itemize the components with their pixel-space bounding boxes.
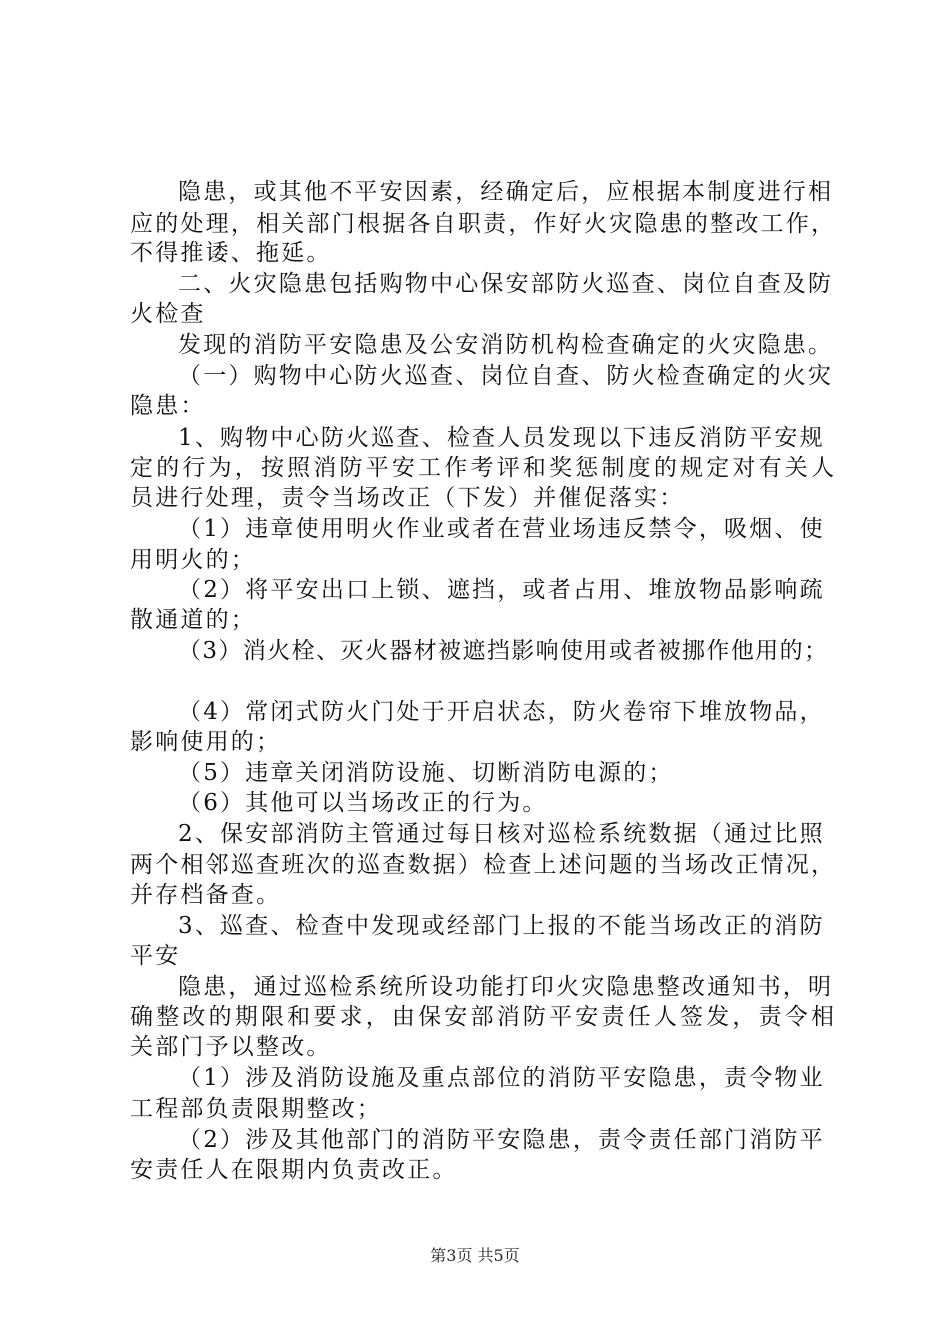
- paragraph-line: 散通道的；: [130, 607, 256, 633]
- paragraph-line: 火检查: [130, 301, 206, 327]
- paragraph-line: 安责任人在限期内负责改正。: [130, 1157, 458, 1183]
- paragraph-line: 隐患，通过巡检系统所设功能打印火灾隐患整改通知书，明: [178, 974, 834, 1000]
- paragraph-line: （2）涉及其他部门的消防平安隐患，责令责任部门消防平: [178, 1127, 825, 1153]
- paragraph-line: 发现的消防平安隐患及公安消防机构检查确定的火灾隐患。: [178, 332, 834, 358]
- paragraph-line: （1）涉及消防设施及重点部位的消防平安隐患，责令物业: [178, 1065, 825, 1091]
- paragraph-line: 隐患：: [130, 393, 206, 419]
- paragraph-line: 用明火的；: [130, 547, 256, 573]
- paragraph-line: （4）常闭式防火门处于开启状态，防火卷帘下堆放物品，: [178, 699, 825, 725]
- paragraph-line: 工程部负责限期整改；: [130, 1096, 382, 1122]
- page-number-footer: 第3页 共5页: [430, 1246, 520, 1265]
- paragraph-line: 1、购物中心防火巡查、检查人员发现以下违反消防平安规: [178, 425, 825, 451]
- paragraph-line: （2）将平安出口上锁、遮挡，或者占用、堆放物品影响疏: [178, 577, 825, 603]
- paragraph-line: 两个相邻巡查班次的巡查数据）检查上述问题的当场改正情况，: [130, 852, 834, 878]
- paragraph-line: 定的行为，按照消防平安工作考评和奖惩制度的规定对有关人: [130, 455, 834, 481]
- paragraph-line: 确整改的期限和要求，由保安部消防平安责任人签发，责令相: [130, 1004, 834, 1030]
- paragraph-line: 应的处理，相关部门根据各自职责，作好火灾隐患的整改工作，: [130, 211, 834, 237]
- paragraph-line: （6）其他可以当场改正的行为。: [178, 790, 548, 816]
- paragraph-line: 关部门予以整改。: [130, 1034, 332, 1060]
- paragraph-line: 2、保安部消防主管通过每日核对巡检系统数据（通过比照: [178, 821, 825, 847]
- paragraph-line: 3、巡查、检查中发现或经部门上报的不能当场改正的消防: [178, 913, 825, 939]
- paragraph-line: 影响使用的；: [130, 729, 282, 755]
- paragraph-line: 隐患，或其他不平安因素，经确定后，应根据本制度进行相: [178, 179, 834, 205]
- paragraph-line: （5）违章关闭消防设施、切断消防电源的；: [178, 760, 674, 786]
- paragraph-line: 不得推诿、拖延。: [130, 240, 332, 266]
- paragraph-line: 并存档备查。: [130, 882, 282, 908]
- paragraph-line: （一）购物中心防火巡查、岗位自查、防火检查确定的火灾: [178, 363, 834, 389]
- paragraph-line: 二、火灾隐患包括购物中心保安部防火巡查、岗位自查及防: [178, 271, 834, 297]
- paragraph-line: （1）违章使用明火作业或者在营业场违反禁令，吸烟、使: [178, 516, 825, 542]
- paragraph-line: （3）消火栓、灭火器材被遮挡影响使用或者被挪作他用的；: [178, 638, 829, 664]
- paragraph-line: 平安: [130, 943, 181, 969]
- paragraph-line: 员进行处理，责令当场改正（下发）并催促落实：: [130, 485, 685, 511]
